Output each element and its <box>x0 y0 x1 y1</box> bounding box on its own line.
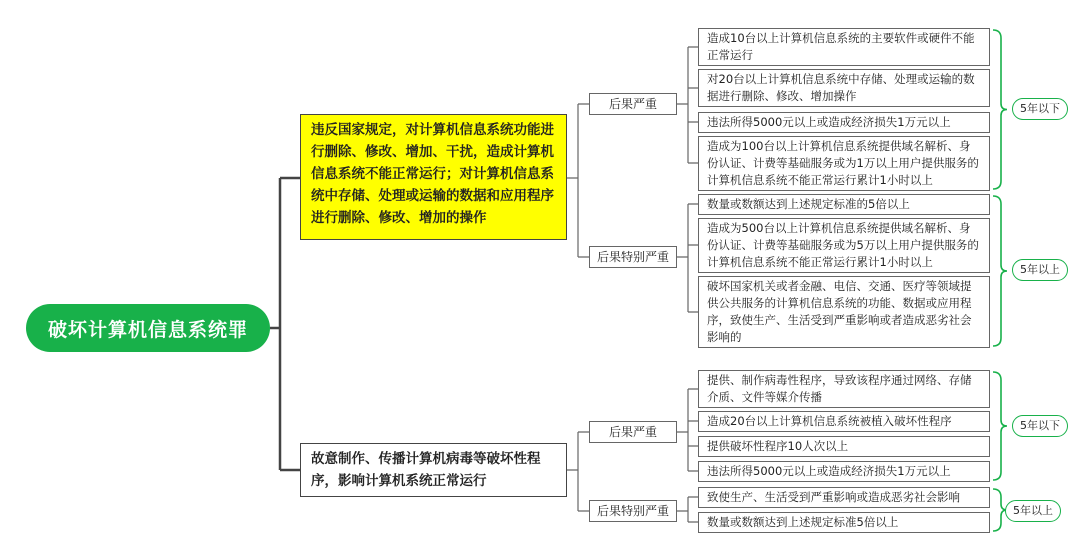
leaf-text: 致使生产、生活受到严重影响或造成恶劣社会影响 <box>707 490 960 504</box>
leaf-item[interactable] <box>698 411 990 432</box>
branch-1-severity-serious[interactable] <box>589 93 677 115</box>
severity-connector <box>677 497 698 522</box>
leaf-item[interactable] <box>698 218 990 273</box>
branch-1-conduct[interactable] <box>300 114 567 240</box>
root-topic-label: 破坏计算机信息系统罪 <box>47 318 248 341</box>
leaf-item[interactable] <box>698 461 990 482</box>
branch-1-label: 违反国家规定，对计算机信息系统功能进行删除、修改、增加、干扰，造成计算机信息系统不能正常运行；对计算机信息系统中存储、处理或运输的数据和应用程序进行删除、修改、增加的操作 <box>311 122 554 226</box>
leaf-text: 违法所得5000元以上或造成经济损失1万元以上 <box>707 464 951 478</box>
root-topic[interactable] <box>26 304 270 352</box>
severity-connector <box>677 47 698 163</box>
branch-1-connector <box>567 104 589 257</box>
root-connector <box>270 178 300 470</box>
penalty-brace <box>993 372 1007 480</box>
leaf-text: 造成20台以上计算机信息系统被植入破坏性程序 <box>707 414 952 428</box>
branch-2-connector <box>567 432 589 511</box>
severity-connector <box>677 204 698 312</box>
penalty-badge-under-5: 5年以下 <box>1012 98 1068 120</box>
leaf-text: 造成10台以上计算机信息系统的主要软件或硬件不能正常运行 <box>707 31 975 62</box>
leaf-text: 破坏国家机关或者金融、电信、交通、医疗等领域提供公共服务的计算机信息系统的功能、数据或应用程序，致使生产、生活受到严重影响或者造成恶劣社会影响的 <box>707 279 972 344</box>
leaf-item[interactable] <box>698 276 990 348</box>
severity-label: 后果特别严重 <box>596 504 669 518</box>
leaf-item[interactable] <box>698 136 990 191</box>
leaf-text: 提供破坏性程序10人次以上 <box>707 439 849 453</box>
branch-1-severity-very-serious[interactable] <box>589 246 677 268</box>
leaf-text: 违法所得5000元以上或造成经济损失1万元以上 <box>707 115 951 129</box>
leaf-item[interactable] <box>698 512 990 533</box>
penalty-badge-under-5: 5年以下 <box>1012 415 1068 437</box>
branch-2-severity-very-serious[interactable] <box>589 500 677 522</box>
leaf-text: 数量或数额达到上述规定标准的5倍以上 <box>707 197 910 211</box>
severity-label: 后果特别严重 <box>596 250 669 264</box>
leaf-text: 提供、制作病毒性程序，导致该程序通过网络、存储介质、文件等媒介传播 <box>707 373 972 404</box>
penalty-brace <box>993 196 1007 346</box>
leaf-text: 对20台以上计算机信息系统中存储、处理或运输的数据进行删除、修改、增加操作 <box>707 72 975 103</box>
severity-connector <box>677 389 698 471</box>
severity-label: 后果严重 <box>608 97 657 111</box>
leaf-text: 造成为500台以上计算机信息系统提供域名解析、身份认证、计费等基础服务或为5万以上用户提供服务的计算机信息系统不能正常运行累计1小时以上 <box>707 221 979 269</box>
branch-2-severity-serious[interactable] <box>589 421 677 443</box>
penalty-badge-over-5: 5年以上 <box>1005 500 1061 522</box>
leaf-item[interactable] <box>698 370 990 408</box>
branch-2-virus[interactable] <box>300 443 567 497</box>
leaf-item[interactable] <box>698 112 990 133</box>
leaf-text: 数量或数额达到上述规定标准5倍以上 <box>707 515 899 529</box>
penalty-badge-over-5: 5年以上 <box>1012 259 1068 281</box>
penalty-brace <box>993 30 1007 189</box>
leaf-item[interactable] <box>698 436 990 457</box>
severity-label: 后果严重 <box>608 425 657 439</box>
branch-2-label: 故意制作、传播计算机病毒等破坏性程序，影响计算机系统正常运行 <box>311 451 541 489</box>
leaf-item[interactable] <box>698 487 990 508</box>
leaf-text: 造成为100台以上计算机信息系统提供域名解析、身份认证、计费等基础服务或为1万以上用户提供服务的计算机信息系统不能正常运行累计1小时以上 <box>707 139 979 187</box>
leaf-item[interactable] <box>698 69 990 107</box>
leaf-item[interactable] <box>698 194 990 215</box>
leaf-item[interactable] <box>698 28 990 66</box>
